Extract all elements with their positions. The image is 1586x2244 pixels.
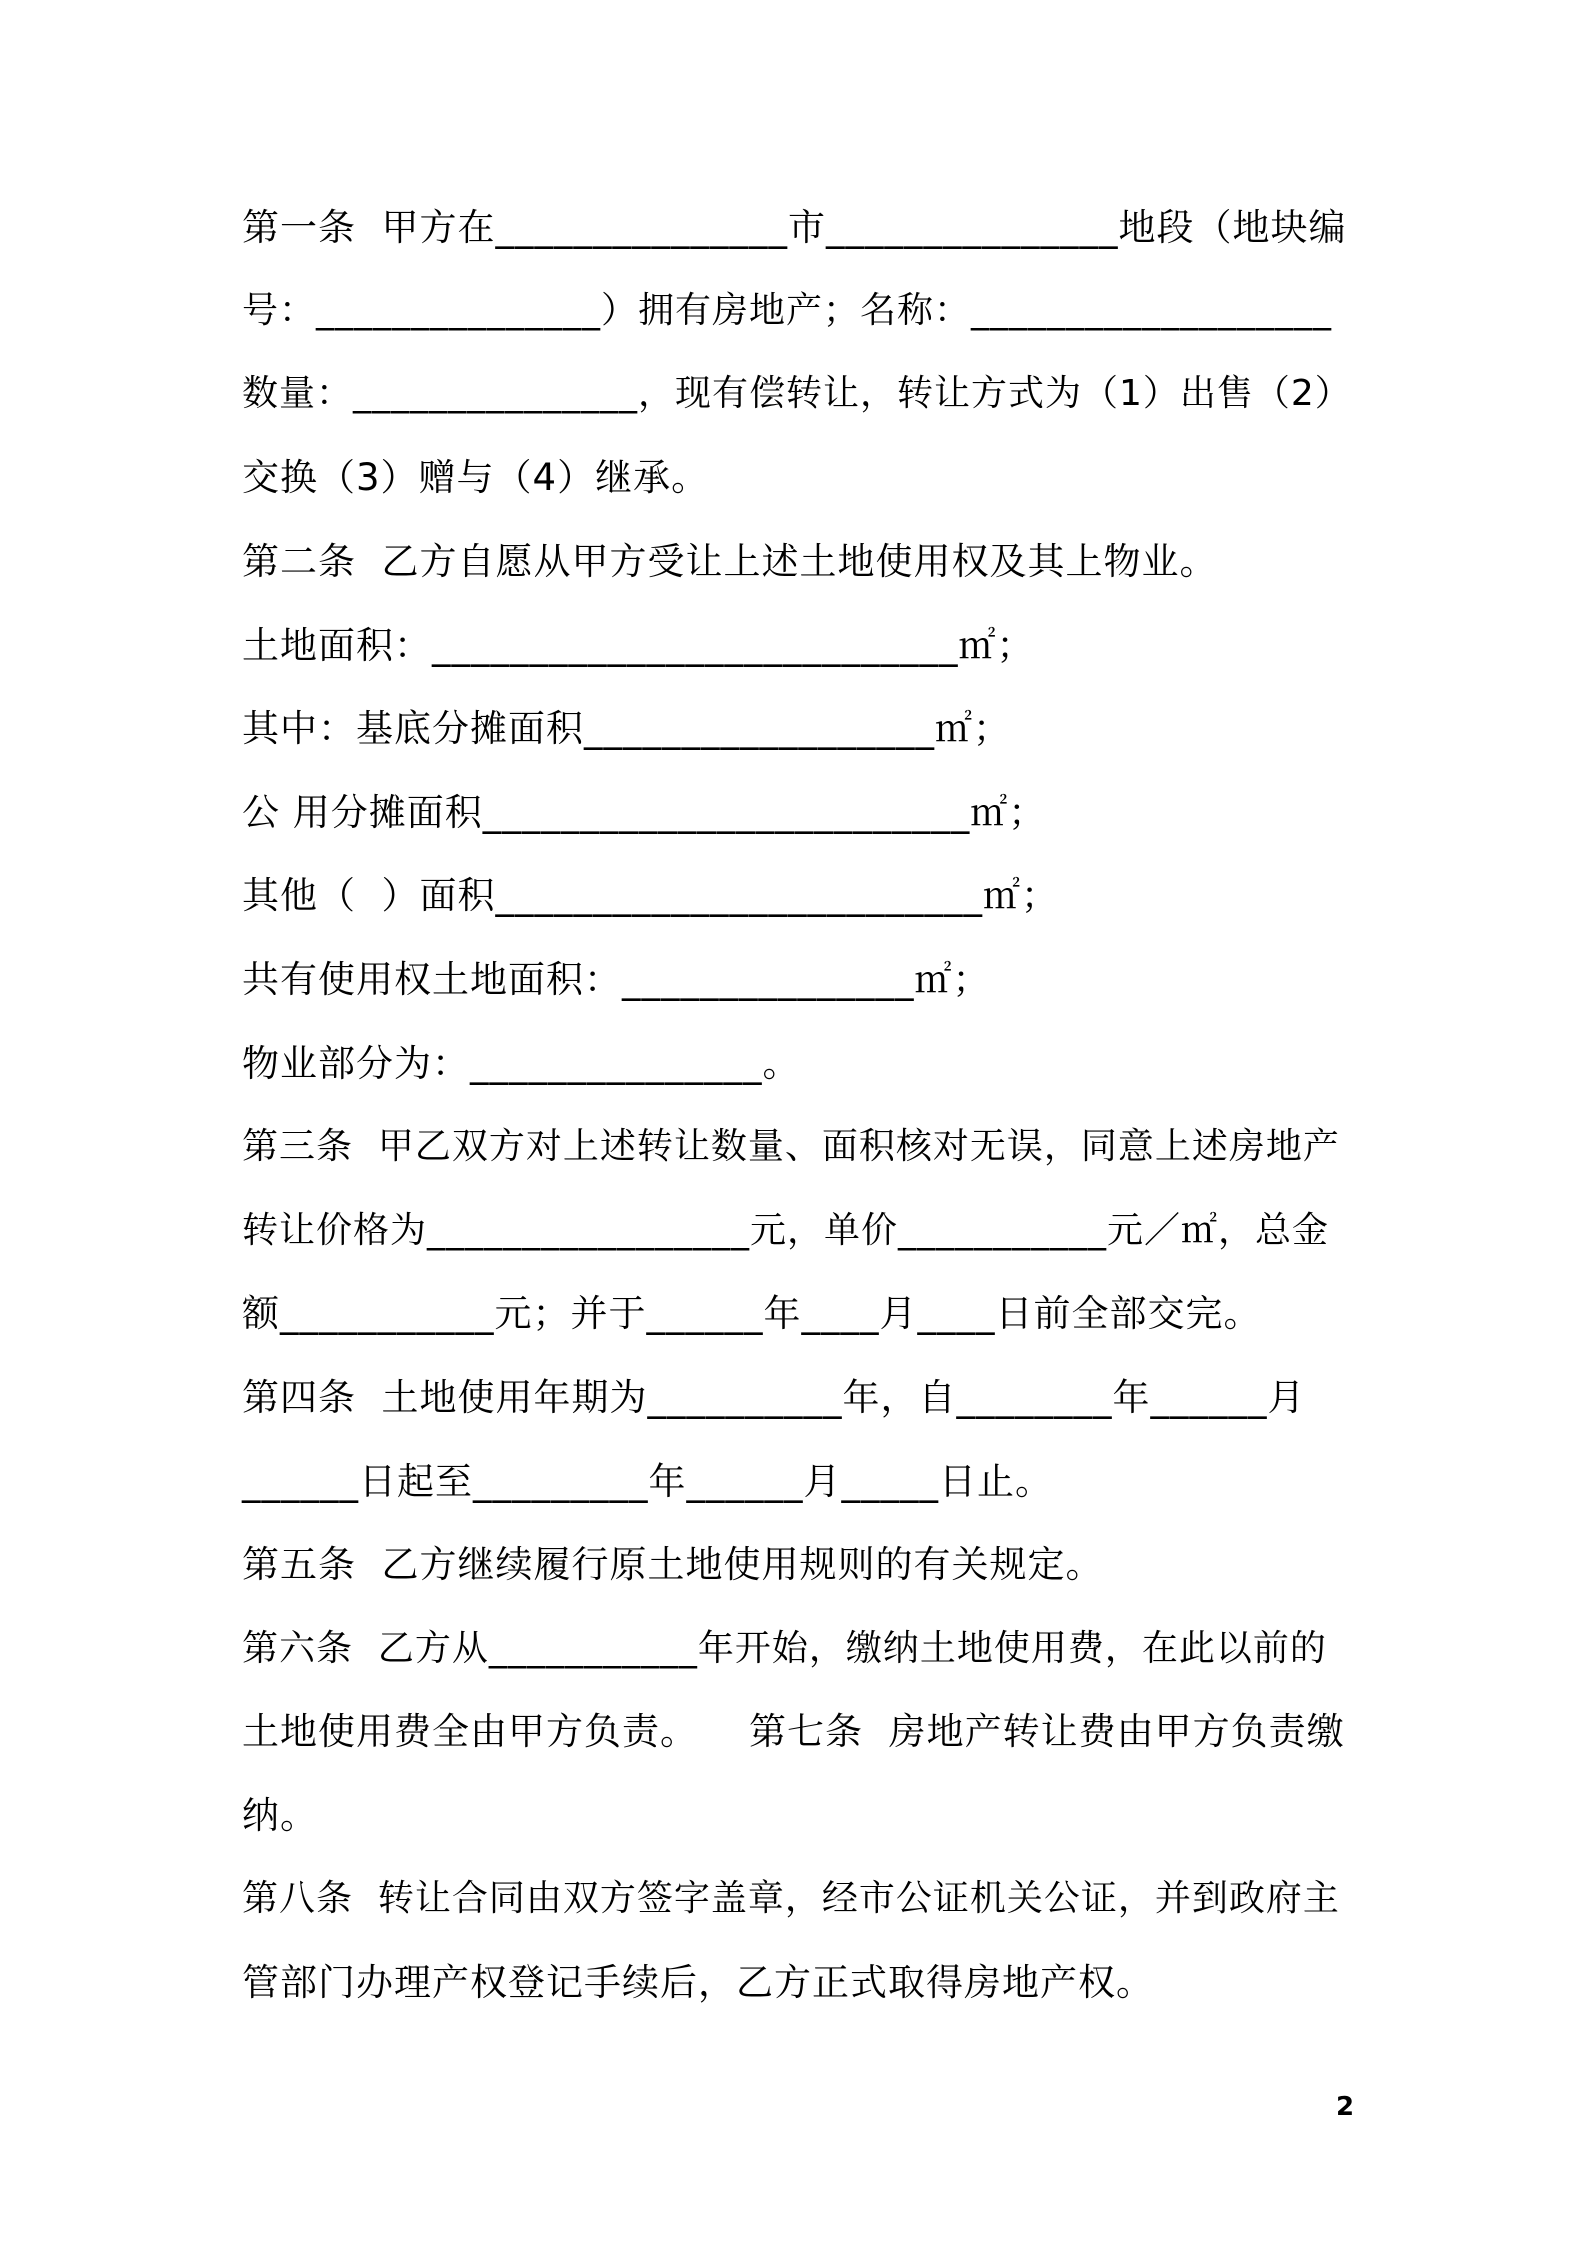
page-number: 2 [1336, 2092, 1355, 2122]
text-line: 转让价格为_________________元，单价___________元／㎡，总金 [242, 1210, 1330, 1251]
text-line: 第一条 甲方在_______________市_______________地段（地块编 [242, 206, 1347, 249]
text-line: 土地使用费全由甲方负责。 第七条 房地产转让费由甲方负责缴 [242, 1710, 1345, 1753]
text-line: 第四条 土地使用年期为__________年，自________年______月 [242, 1376, 1306, 1419]
text-line: 交换（3）赠与（4）继承。 [242, 456, 710, 499]
text-line: 数量：_______________，现有偿转让，转让方式为（1）出售（2） [242, 373, 1352, 414]
text-line: 共有使用权土地面积：_______________㎡； [242, 958, 991, 1001]
text-line: 土地面积：___________________________㎡； [242, 624, 1035, 667]
text-line: 第五条 乙方继续履行原土地使用规则的有关规定。 [242, 1543, 1104, 1586]
text-line: 公 用分摊面积_________________________㎡； [242, 791, 1047, 834]
text-line: 纳。 [242, 1794, 318, 1837]
text-line: 第三条 甲乙双方对上述转让数量、面积核对无误，同意上述房地产 [242, 1126, 1340, 1167]
text-line: 第二条 乙方自愿从甲方受让上述土地使用权及其上物业。 [242, 540, 1218, 583]
text-line: 第八条 转让合同由双方签字盖章，经市公证机关公证，并到政府主 [242, 1878, 1340, 1919]
text-line: 第六条 乙方从___________年开始，缴纳土地使用费，在此以前的 [242, 1628, 1327, 1669]
text-line: 管部门办理产权登记手续后，乙方正式取得房地产权。 [242, 1961, 1154, 2004]
text-line: ______日起至_________年______月_____日止。 [242, 1460, 1053, 1503]
text-line: 其他（ ）面积_________________________㎡； [242, 874, 1060, 917]
text-line: 额___________元；并于______年____月____日前全部交完。 [242, 1292, 1262, 1335]
text-line: 物业部分为：_______________。 [242, 1042, 801, 1085]
text-line: 其中：基底分摊面积__________________㎡； [242, 707, 1011, 750]
text-line: 号：_______________）拥有房地产；名称：___________________ [242, 290, 1333, 331]
